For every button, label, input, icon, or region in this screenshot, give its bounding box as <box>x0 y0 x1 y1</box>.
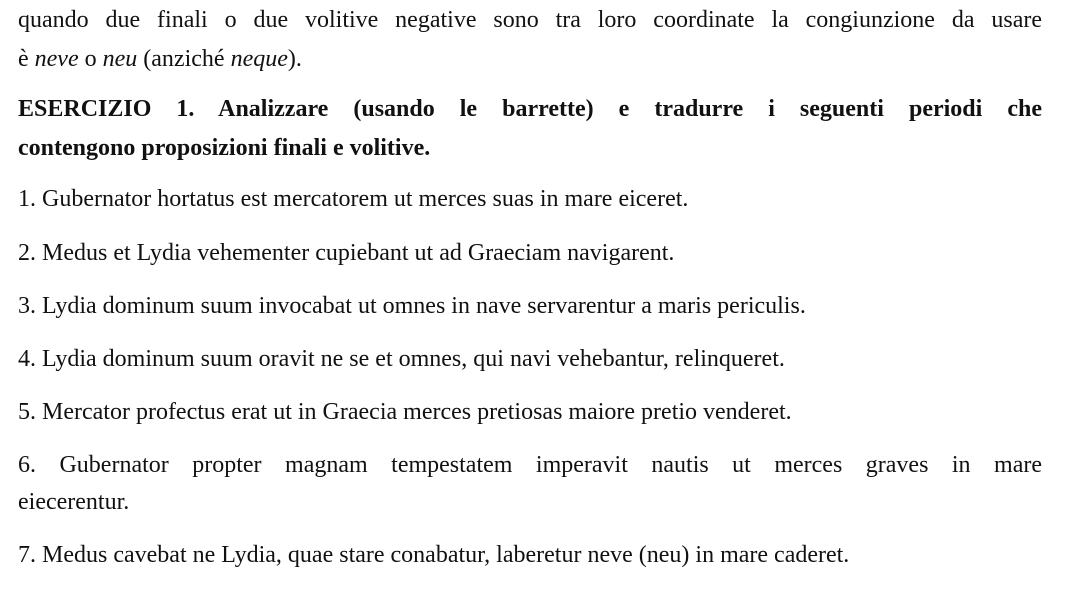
intro-text: o <box>78 46 103 72</box>
intro-line-2 <box>18 44 302 74</box>
intro-text: (anziché <box>137 46 231 72</box>
exercise-heading-line-1: ESERCIZIO 1. Analizzare (usando le barrette) e tradurre i seguenti periodi che <box>18 96 1042 122</box>
exercise-item-2: 2. Medus et Lydia vehementer cupiebant ut ad Graeciam navigarent. <box>18 240 675 266</box>
intro-text: è <box>18 46 35 72</box>
intro-text: ). <box>287 46 302 72</box>
exercise-item-7: 7. Medus cavebat ne Lydia, quae stare conabatur, laberetur neve (neu) in mare caderet. <box>18 542 850 568</box>
exercise-item-1: 1. Gubernator hortatus est mercatorem ut merces suas in mare eiceret. <box>18 186 689 212</box>
exercise-item-6-line-2: eiecerentur. <box>18 489 130 515</box>
term-neu: neu <box>102 46 138 72</box>
exercise-item-3: 3. Lydia dominum suum invocabat ut omnes in nave servarentur a maris periculis. <box>18 293 806 319</box>
exercise-heading-line-2: contengono proposizioni finali e volitive. <box>18 135 431 161</box>
exercise-item-4: 4. Lydia dominum suum oravit ne se et omnes, qui navi vehebantur, relinqueret. <box>18 346 785 372</box>
term-neve: neve <box>34 46 79 72</box>
exercise-item-6-line-1: 6. Gubernator propter magnam tempestatem imperavit nautis ut merces graves in mare <box>18 452 1042 478</box>
intro-line-1: quando due finali o due volitive negative sono tra loro coordinate la congiunzione da usare <box>18 7 1042 33</box>
exercise-item-5: 5. Mercator profectus erat ut in Graecia merces pretiosas maiore pretio venderet. <box>18 399 792 425</box>
term-neque: neque <box>230 46 288 72</box>
